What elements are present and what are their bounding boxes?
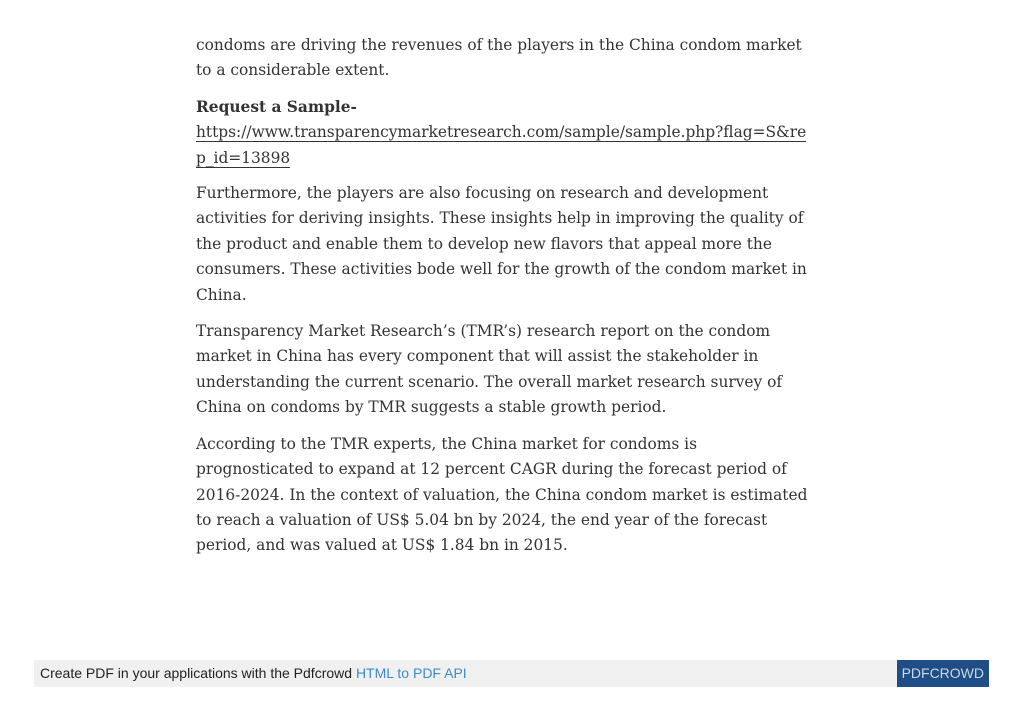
footer-text xyxy=(40,665,467,681)
pdfcrowd-footer xyxy=(34,660,989,687)
html-to-pdf-link[interactable]: HTML to PDF API xyxy=(355,665,467,681)
paragraph-intro: condoms are driving the revenues of the players in the China condom market to a considerable extent. xyxy=(196,36,802,80)
sample-link[interactable]: https://www.transparencymarketresearch.com/sample/sample.php?flag=S&rep_id=13898 xyxy=(196,123,807,167)
paragraph-furthermore: Furthermore, the players are also focusing on research and development activities for deriving insights. These insights help in improving the quality of the product and enable them to develop new flavors that appeal more the consumers. These activities bode well for the growth of the condom market in China. xyxy=(196,184,807,304)
pdfcrowd-brand-button[interactable]: PDFCROWD xyxy=(897,660,989,687)
footer-caption: Create PDF in your applications with the Pdfcrowd xyxy=(40,665,356,681)
paragraph-tmr-report: Transparency Market Research’s (TMR’s) research report on the condom market in China has every component that will assist the stakeholder in understanding the current scenario. The overall market research survey of China on condoms by TMR suggests a stable growth period. xyxy=(196,322,783,417)
sample-request xyxy=(196,95,816,171)
paragraph-forecast: According to the TMR experts, the China market for condoms is prognosticated to expand at 12 percent CAGR during the forecast period of 2016-2024. In the context of valuation, the China condom market is estimated to reach a valuation of US$ 5.04 bn by 2024, the end year of the forecast period, and was valued at US$ 1.84 bn in 2015. xyxy=(196,434,808,555)
article-body xyxy=(196,33,816,570)
sample-label: Request a Sample- xyxy=(196,97,357,116)
